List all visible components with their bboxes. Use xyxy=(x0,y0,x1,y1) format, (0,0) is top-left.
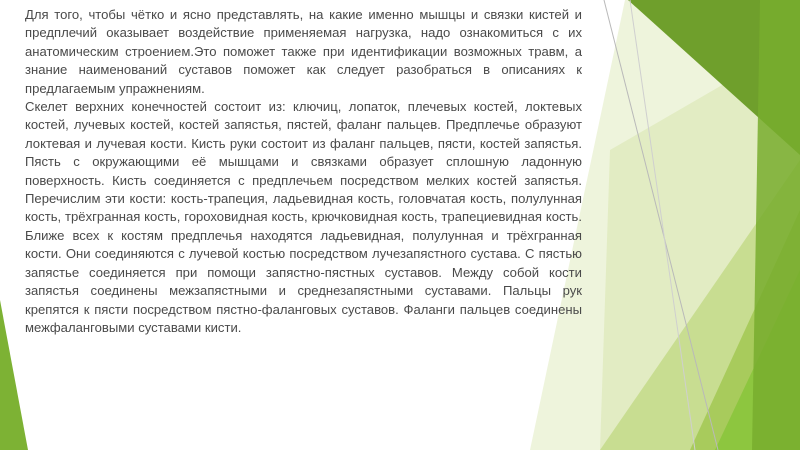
facet-dark-right xyxy=(752,0,800,450)
facet-left-corner xyxy=(0,300,28,450)
body-text xyxy=(25,6,582,337)
paragraph-skeleton: Скелет верхних конечностей состоит из: ключиц, лопаток, плечевых костей, локтевых костей, лучевых костей, костей запястья, пястей, фаланг пальцев. Предплечье образуют локтевая и лучевая кости. Кисть руки состоит из фаланг пальцев, пясти, костей запястья. Пясть с окружающими её мышцами и связками образует сплошную ладонную поверхность. Кисть соединяется с предплечьем посредством мелких костей запястья. Перечислим эти кости: кость-трапеция, ладьевидная кость, головчатая кость, полулунная кость, трёхгранная кость, гороховидная кость, крючковидная кость, трапециевидная кость. Ближе всех к костям предплечья находятся ладьевидная, полулунная и трёхгранная кости. Они соединяются с лучевой костью посредством лучезапястного сустава. С пястью запястье соединяется при помощи запястно-пястных суставов. Между собой кости запястья соединены межзапястными и среднезапястными суставами. Пальцы рук крепятся к пясти посредством пястно-фаланговых суставов. Фаланги пальцев соединены межфаланговыми суставами кисти. xyxy=(25,99,582,335)
paragraph-intro: Для того, чтобы чётко и ясно представлять, на какие именно мышцы и связки кистей и предплечий оказывает воздействие применяемая нагрузка, надо ознакомиться с их анатомическим строением.Это поможет также при идентификации возможных травм, а знание наименований суставов поможет как следует разобраться в описаниях к предлагаемым упражнениям. xyxy=(25,7,582,96)
